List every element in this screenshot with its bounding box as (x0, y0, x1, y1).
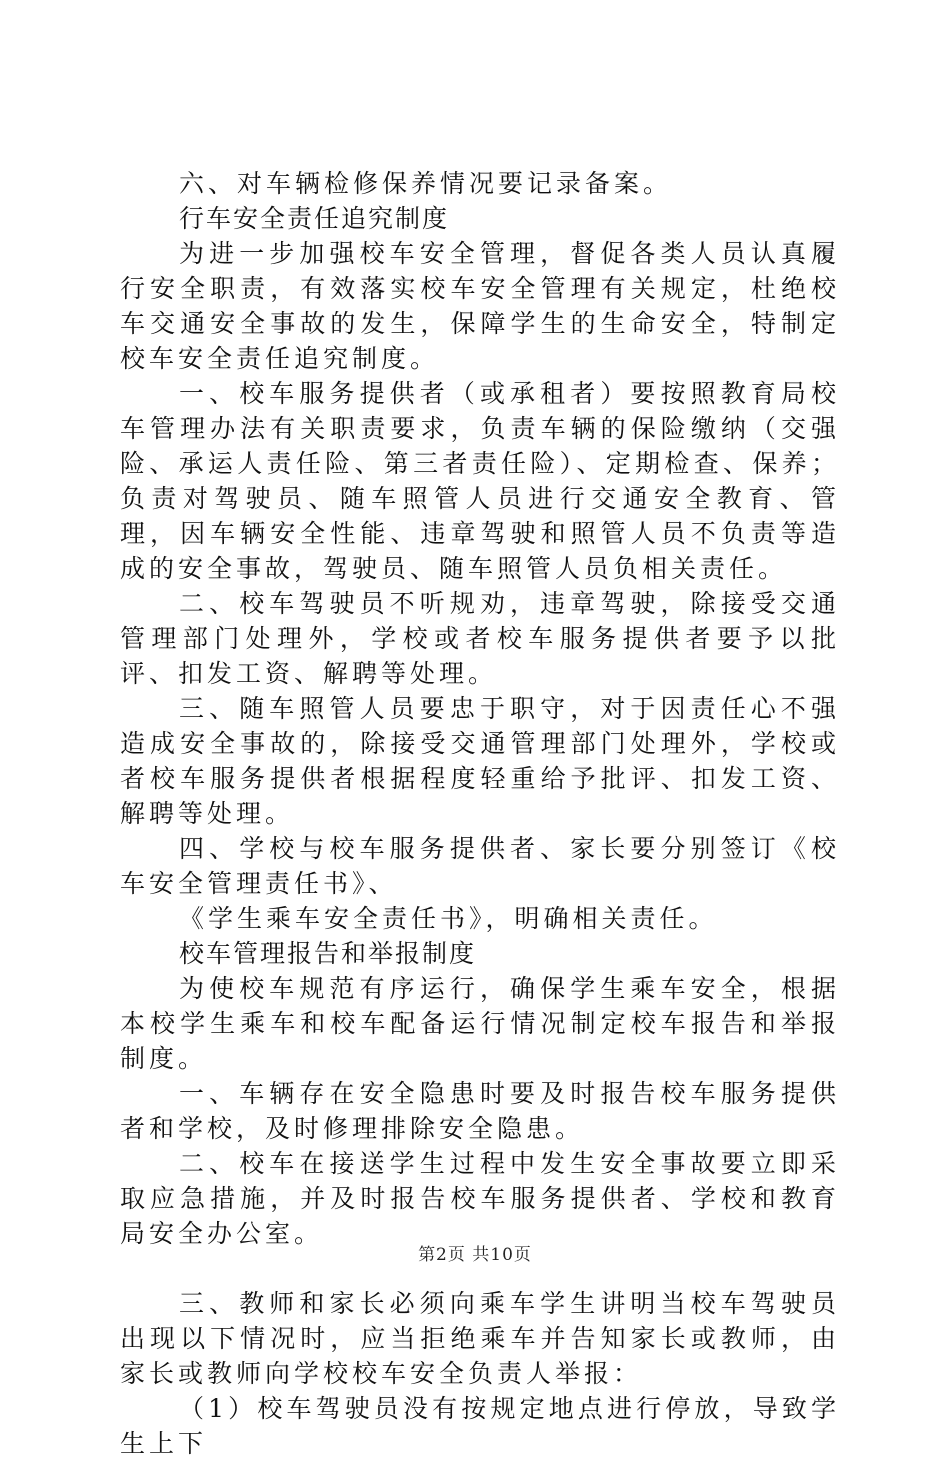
section-heading: 行车安全责任追究制度 (179, 204, 450, 233)
paragraph: 六、对车辆检修保养情况要记录备案。 (179, 169, 673, 198)
paragraph: 四、学校与校车服务提供者、家长要分别签订《校车安全管理责任书》、 (120, 834, 840, 898)
paragraph: 为使校车规范有序运行，确保学生乘车安全，根据本校学生乘车和校车配备运行情况制定校车报告和举报制度。 (120, 974, 840, 1073)
section-heading: 校车管理报告和举报制度 (179, 939, 477, 968)
paragraph: 一、校车服务提供者（或承租者）要按照教育局校车管理办法有关职责要求，负责车辆的保险缴纳（交强险、承运人责任险、第三者责任险）、定期检查、保养；负责对驾驶员、随车照管人员进行交通安全教育、管理，因车辆安全性能、违章驾驶和照管人员不负责等造成的安全事故，驾驶员、随车照管人员负相关责任。 (120, 379, 840, 583)
paragraph: 《学生乘车安全责任书》，明确相关责任。 (179, 904, 718, 933)
paragraph: 二、校车驾驶员不听规劝，违章驾驶，除接受交通管理部门处理外，学校或者校车服务提供者要予以批评、扣发工资、解聘等处理。 (120, 589, 840, 688)
paragraph: 三、随车照管人员要忠于职守，对于因责任心不强造成安全事故的，除接受交通管理部门处理外，学校或者校车服务提供者根据程度轻重给予批评、扣发工资、解聘等处理。 (120, 694, 840, 828)
paragraph: （1）校车驾驶员没有按规定地点进行停放，导致学生上下 (120, 1394, 840, 1458)
page-footer: 第2页 共10页 (418, 1245, 532, 1265)
paragraph: 为进一步加强校车安全管理，督促各类人员认真履行安全职责，有效落实校车安全管理有关规定，杜绝校车交通安全事故的发生，保障学生的生命安全，特制定校车安全责任追究制度。 (120, 239, 840, 373)
paragraph: 二、校车在接送学生过程中发生安全事故要立即采取应急措施，并及时报告校车服务提供者、学校和教育局安全办公室。 (120, 1149, 840, 1248)
paragraph: 三、教师和家长必须向乘车学生讲明当校车驾驶员出现以下情况时，应当拒绝乘车并告知家长或教师，由家长或教师向学校校车安全负责人举报： (120, 1289, 840, 1388)
paragraph: 一、车辆存在安全隐患时要及时报告校车服务提供者和学校，及时修理排除安全隐患。 (120, 1079, 840, 1143)
